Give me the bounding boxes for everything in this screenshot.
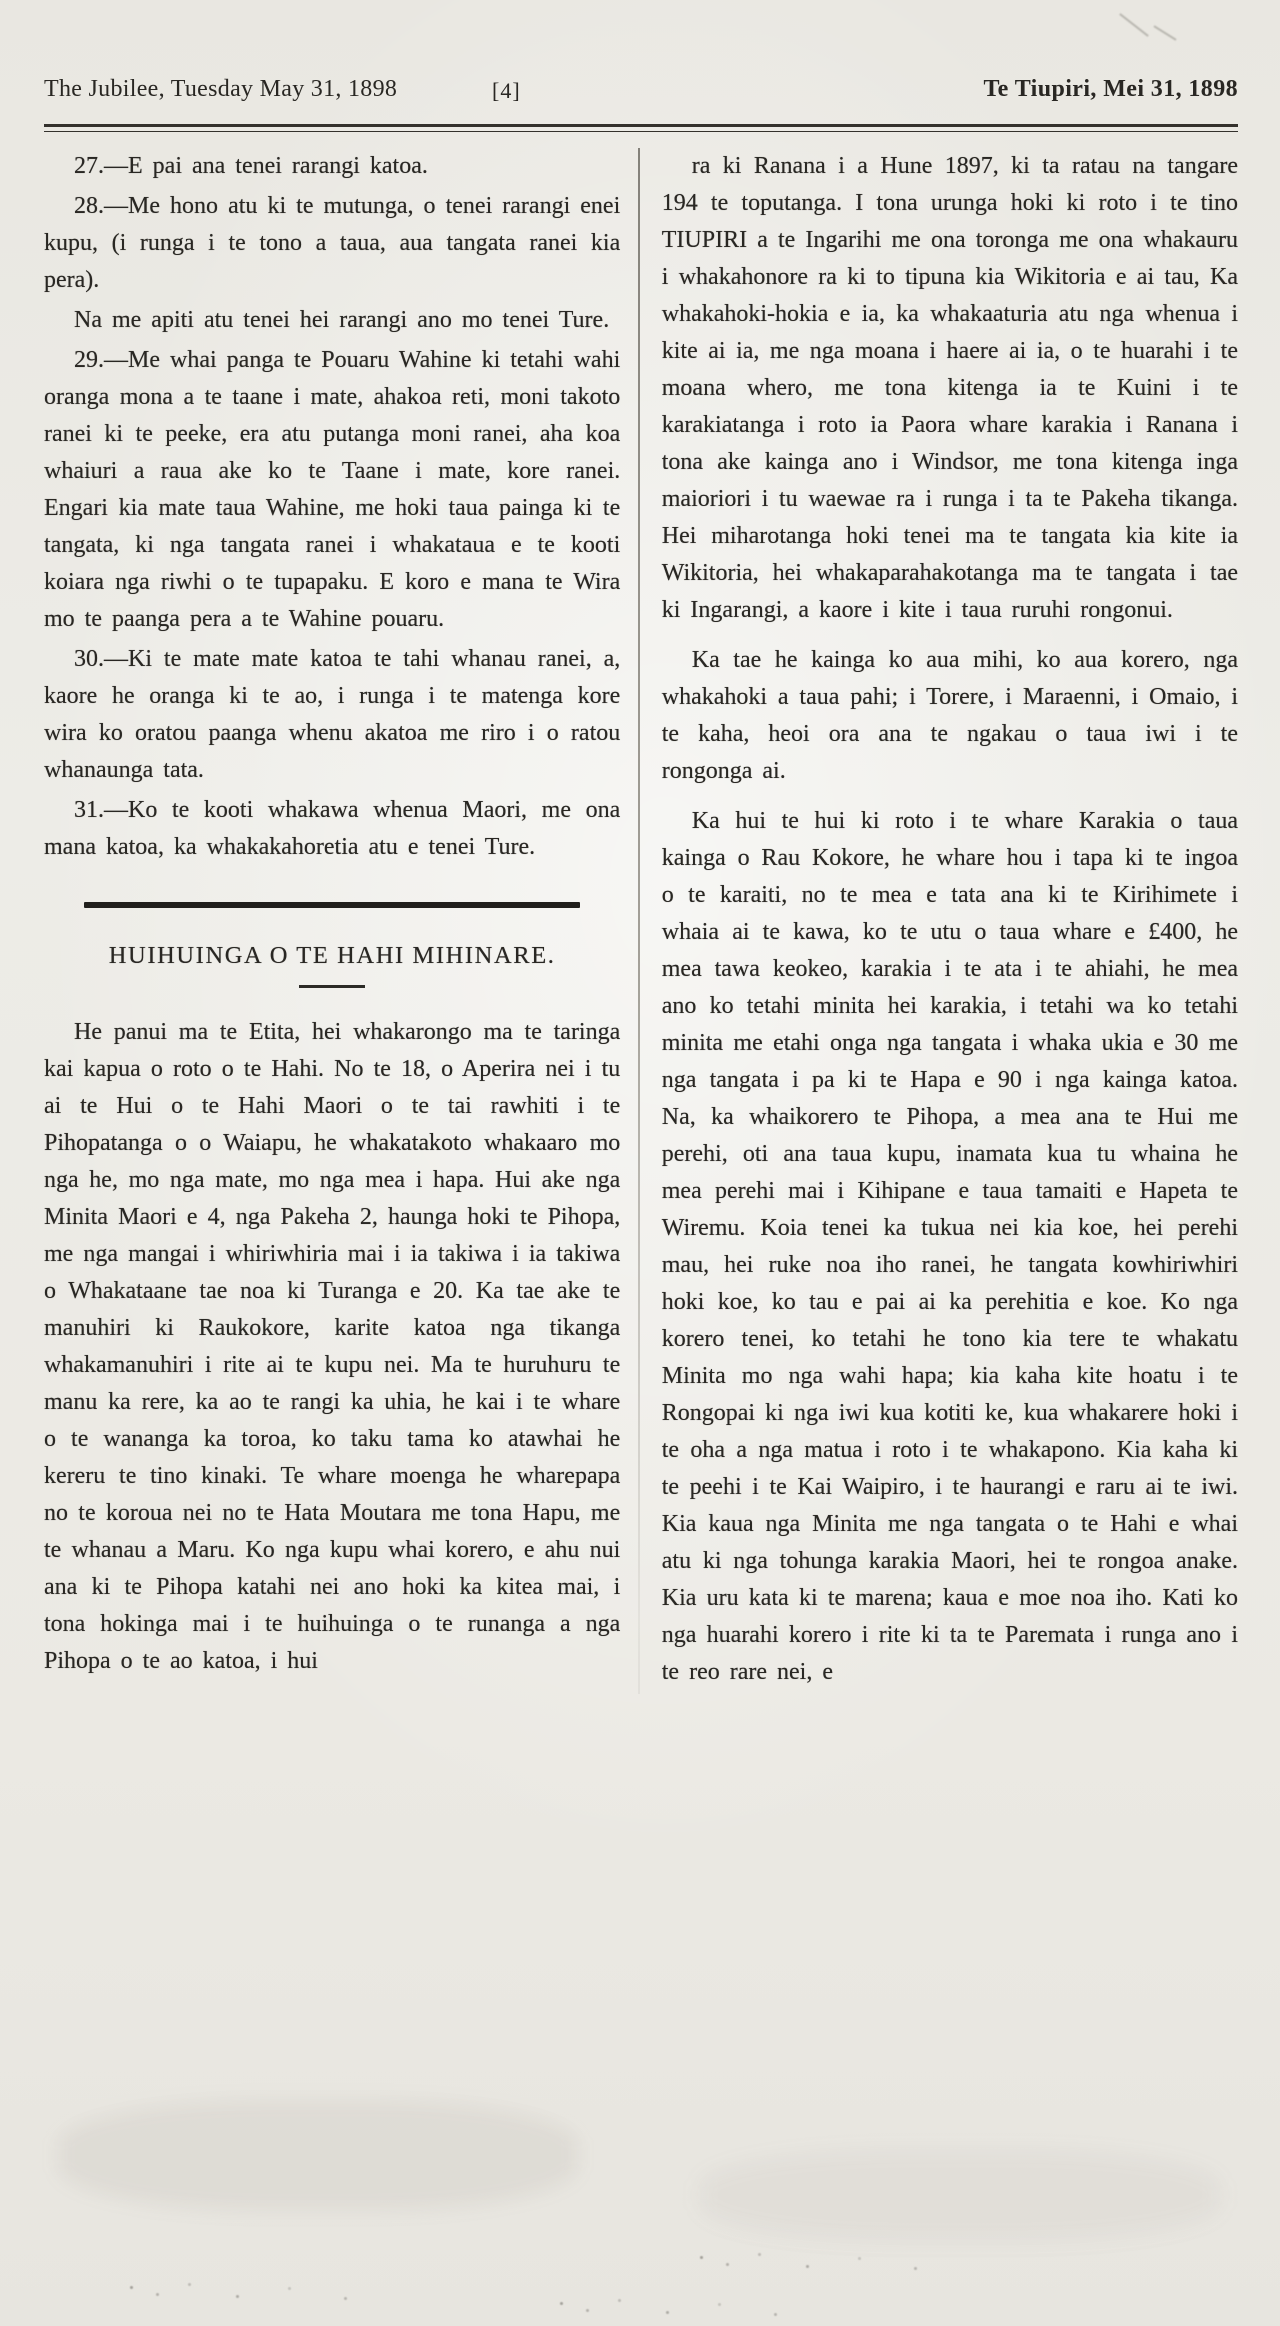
right-paragraph-2: Ka tae he kainga ko aua mihi, ko aua korero, nga whakahoki a taua pahi; i Torere, i Maraenni, i Omaio, i te kaha, heoi ora ana te ngakau o taua iwi i te rongonga ai.: [661, 647, 1238, 784]
section-divider-rule: [84, 902, 580, 908]
section-body-paragraph: He panui ma te Etita, hei whakarongo ma te taringa kai kapua o roto o te Hahi. No te 18, o Aperira nei i tu ai te Hui o te Hahi Maori o te tai rawhiti i te Pihopatanga o o Waiapu, he whakatakoto whakaaro mo nga he, mo nga mate, mo nga mea i hapa. Hui ake nga Minita Maori e 4, nga Pakeha 2, haunga hoki te Pihopa, me nga mangai i whiriwhiria mai i ia takiwa i ia takiwa o Whakataane tae noa ki Turanga e 20. Ka tae ake te manuhiri ki Raukokore, karite katoa nga tikanga whakamanuhiri i rite ai te kupu nei. Ma te huruhuru te manu ka rere, ka ao te rangi ka uhia, he kai i te whare o te wananga ka toroa, ko taku tama ko atawhai he kereru te tino kinaki. Te whare moenga he wharepapa no te koroua nei no te Hata Moutara me tona Hapu, me te whanau a Maru. Ko nga kupu whai korero, e ahu nui ana ki te Pihopa katahi nei ano hoki ka kitea mai, i tona hokinga mai i te huihuinga o te runanga a nga Pihopa o te ao katoa, i hui: [44, 1018, 621, 1674]
clause-28: 28.—Me hono atu ki te mutunga, o tenei rarangi enei kupu, (i runga i te tono a taua, aua tangata ranei kia pera).: [44, 193, 621, 293]
right-paragraph-1: ra ki Ranana i a Hune 1897, ki ta ratau na tangare 194 te toputanga. I tona urunga hoki ki roto i te tino TIUPIRI a te Ingarihi me ona toronga me ona whakauru i whakahonore ra ki to tipuna kia Wikitoria e ai tau, Ka whakahoki-hokia e ia, ka whakaaturia atu nga whenua i kite ai ia, me nga moana i haere ai ia, o te huarahi i te moana whero, me tona kitenga ia te Kuini i te karakiatanga i roto ia Paora whare karakia i Ranana i tona ake kainga ano i Windsor, me tona kitenga inga maioriori i tu waewae ra i runga i ta te Pakeha tikanga. Hei miharotanga hoki tenei ma te tangata kia kite ia Wikitoria, hei whakaparahakotanga ma te tangata i tae ki Ingarangi, a kaore i kite i taua ruruhi rongonui.: [661, 153, 1238, 623]
scan-noise-dots: [700, 2256, 703, 2259]
right-paragraph-3: Ka hui te hui ki roto i te whare Karakia o taua kainga o Rau Kokore, he whare hou i tapa ki te ingoa o te karaiti, no te mea e tata ana ki te Kirihimete i whaia ai te kawa, ko te utu o taua whare e £400, he mea tawa keokeo, karakia i te ata i te ahiahi, he mea ano ko tetahi minita hei karakia, i tetahi wa ko tetahi minita me etahi onga nga tangata i whaka ukia e 30 me nga tangata i pa ki te Hapa e 90 i nga kainga katoa. Na, ka whaikorero te Pihopa, a mea ana te Hui me perehi, oti ana taua kupu, inamata kua tu whaina he mea perehi mai i Kihipane e taua tamaiti e Hapeta te Wiremu. Koia tenei ka tukua nei kia koe, hei perehi mau, hei ruke noa iho ranei, he tangata kowhiriwhiri hoki koe, ko tau e pai ai ka perehitia e koe. Ko nga korero tenei, ko tetahi he tono kia tere te whakatu Minita mo nga wahi hapa; kia kaha kite hoatu i te Rongopai ki nga iwi kua kotiti ke, kua whakarere hoki i te oha a nga matua i roto i te whakapono. Kia kaha ki te peehi i te Kai Waipiro, i te haurangi e raru ai te iwi. Kia kaua nga Minita me nga tangata o te Hahi e whai atu ki nga tohunga karakia Maori, hei te rongoa anake. Kia uru kata ki te marena; kaua e moe noa iho. Kati ko nga huarahi korero i rite ki ta te Paremata i runga ano i te reo rare nei, e: [661, 808, 1238, 1685]
clause-29: 29.—Me whai panga te Pouaru Wahine ki tetahi wahi oranga mona a te taane i mate, ahakoa reti, moni takoto ranei ki te peeke, era atu putanga moni ranei, aha koa whaiuri a raua ake ko te Taane i mate, kore ranei. Engari kia mate taua Wahine, me hoki taua painga ki te tangata, ki nga tangata ranei i whakataua e te kooti koiara nga riwhi o te tupapaku. E koro e mana te Wira mo te paanga pera a te Wahine pouaru.: [44, 347, 621, 632]
scan-smudge: [58, 2100, 578, 2210]
masthead-right: Te Tiupiri, Mei 31, 1898: [983, 76, 1238, 102]
text-columns: [44, 148, 1238, 1694]
scan-noise-dots: [560, 2302, 563, 2305]
page-header: [44, 76, 1238, 112]
clause-27: 27.—E pai ana tenei rarangi katoa.: [74, 153, 428, 179]
page-number: [4]: [492, 78, 521, 103]
scan-smudge: [700, 2150, 1220, 2240]
section-heading: HUIHUINGA O TE HAHI MIHINARE.: [108, 942, 556, 969]
clause-31: 31.—Ko te kooti whakawa whenua Maori, me ona mana katoa, ka whakakahoretia atu e tenei Ture.: [44, 797, 621, 860]
masthead-left: The Jubilee, Tuesday May 31, 1898: [44, 76, 398, 102]
right-column: [640, 148, 1238, 1694]
header-double-rule: [44, 124, 1238, 132]
clause-30: 30.—Ki te mate mate katoa te tahi whanau ranei, a, kaore he oranga ki te ao, i runga i te matenga kore wira ko oratou paanga whenu akatoa me riro i o ratou whanaunga tata.: [44, 646, 621, 783]
left-column: [44, 148, 638, 1694]
scan-noise-dots: [130, 2286, 133, 2289]
clause-note: Na me apiti atu tenei hei rarangi ano mo tenei Ture.: [74, 307, 610, 333]
section-heading-rule: [299, 985, 365, 988]
